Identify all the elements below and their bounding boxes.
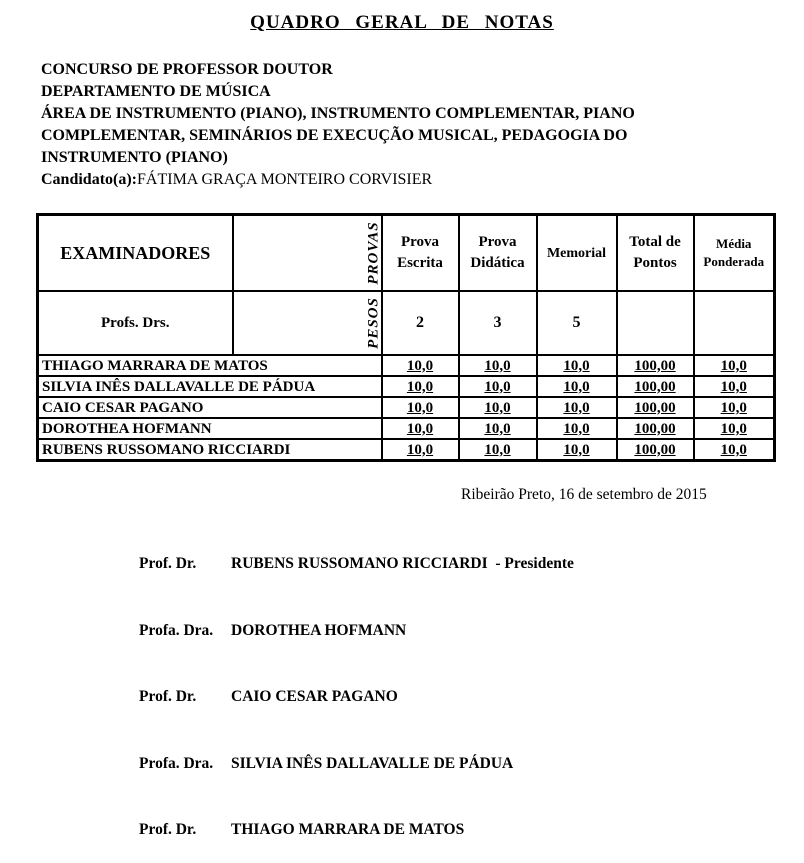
grade-didatica: 10,0: [459, 418, 537, 439]
signature-line: [139, 555, 574, 573]
grade-media: 10,0: [694, 439, 775, 461]
grade-memorial: 10,0: [537, 418, 617, 439]
header-line-contest: CONCURSO DE PROFESSOR DOUTOR: [41, 61, 333, 78]
grade-memorial: 10,0: [537, 397, 617, 418]
grade-memorial: 10,0: [537, 439, 617, 461]
grade-escrita: 10,0: [382, 376, 459, 397]
table-row: [38, 355, 775, 376]
examiner-name: CAIO CESAR PAGANO: [38, 397, 382, 418]
header-line-area-3: INSTRUMENTO (PIANO): [41, 149, 228, 166]
grade-media: 10,0: [694, 376, 775, 397]
signature-name: THIAGO MARRARA DE MATOS: [231, 821, 465, 838]
signature-line: [139, 622, 406, 640]
grade-total: 100,00: [617, 418, 694, 439]
provas-label: PROVAS: [365, 221, 381, 285]
pesos-label: PESOS: [365, 297, 381, 349]
table-row: [38, 376, 775, 397]
grade-media: 10,0: [694, 355, 775, 376]
table-row: [38, 439, 775, 461]
pesos-cell: [233, 291, 382, 355]
grade-media: 10,0: [694, 418, 775, 439]
grade-media: 10,0: [694, 397, 775, 418]
grade-didatica: 10,0: [459, 397, 537, 418]
grade-total: 100,00: [617, 376, 694, 397]
header-block: [41, 59, 761, 169]
col-header-total: [617, 215, 694, 292]
signature-title: Prof. Dr.: [139, 688, 197, 705]
signature-name: RUBENS RUSSOMANO RICCIARDI - Presidente: [231, 555, 574, 572]
grade-escrita: 10,0: [382, 397, 459, 418]
col-memorial-line1: Memorial: [546, 245, 607, 261]
place-date: Ribeirão Preto, 16 de setembro de 2015: [461, 486, 707, 503]
col-header-escrita: [382, 215, 459, 292]
examiners-header: EXAMINADORES: [38, 215, 233, 292]
col-header-memorial: [537, 215, 617, 292]
signature-title: Prof. Dr.: [139, 555, 197, 572]
grade-escrita: 10,0: [382, 418, 459, 439]
signature-line: [139, 688, 398, 706]
col-media-line2: Ponderada: [703, 254, 765, 269]
document-title: QUADRO GERAL DE NOTAS: [250, 12, 554, 33]
candidate-line: [41, 171, 432, 189]
provas-cell: [233, 215, 382, 292]
grade-memorial: 10,0: [537, 376, 617, 397]
col-media-line1: Média: [716, 236, 752, 251]
col-escrita-line2: Escrita: [397, 255, 443, 271]
signature-name: CAIO CESAR PAGANO: [231, 688, 398, 705]
weight-total: [617, 291, 694, 355]
grade-didatica: 10,0: [459, 439, 537, 461]
grade-total: 100,00: [617, 439, 694, 461]
signature-title: Profa. Dra.: [139, 622, 214, 639]
header-line-area-1: ÁREA DE INSTRUMENTO (PIANO), INSTRUMENTO COMPLEMENTAR, PIANO: [41, 105, 635, 122]
grade-didatica: 10,0: [459, 376, 537, 397]
weight-escrita: 2: [382, 291, 459, 355]
table-header-row: [38, 215, 775, 292]
grade-memorial: 10,0: [537, 355, 617, 376]
signature-title: Prof. Dr.: [139, 821, 197, 838]
examiner-name: SILVIA INÊS DALLAVALLE DE PÁDUA: [38, 376, 382, 397]
grade-escrita: 10,0: [382, 355, 459, 376]
table-weights-row: [38, 291, 775, 355]
col-total-line2: Pontos: [633, 255, 677, 271]
signature-name: DOROTHEA HOFMANN: [231, 622, 407, 639]
examiner-name: DOROTHEA HOFMANN: [38, 418, 382, 439]
col-didatica-line1: Prova: [478, 234, 517, 250]
col-escrita-line1: Prova: [400, 234, 440, 250]
examiner-name: THIAGO MARRARA DE MATOS: [38, 355, 382, 376]
grades-table: [36, 213, 776, 462]
grade-escrita: 10,0: [382, 439, 459, 461]
col-header-didatica: [459, 215, 537, 292]
grade-total: 100,00: [617, 397, 694, 418]
weight-memorial: 5: [537, 291, 617, 355]
candidate-name: FÁTIMA GRAÇA MONTEIRO CORVISIER: [137, 171, 433, 188]
signature-title: Profa. Dra.: [139, 755, 214, 772]
header-line-department: DEPARTAMENTO DE MÚSICA: [41, 83, 271, 100]
col-didatica-line2: Didática: [470, 255, 525, 271]
signature-name: SILVIA INÊS DALLAVALLE DE PÁDUA: [231, 755, 514, 772]
signature-line: [139, 821, 464, 839]
weight-media: [694, 291, 775, 355]
col-header-media: [694, 215, 775, 292]
examiner-name: RUBENS RUSSOMANO RICCIARDI: [38, 439, 382, 461]
grade-didatica: 10,0: [459, 355, 537, 376]
grade-total: 100,00: [617, 355, 694, 376]
profs-header: Profs. Drs.: [38, 291, 233, 355]
col-total-line1: Total de: [629, 234, 681, 250]
candidate-label: Candidato(a):: [41, 171, 138, 188]
signature-line: [139, 755, 513, 773]
header-line-area-2: COMPLEMENTAR, SEMINÁRIOS DE EXECUÇÃO MUSICAL, PEDAGOGIA DO: [41, 127, 628, 144]
table-row: [38, 418, 775, 439]
table-row: [38, 397, 775, 418]
weight-didatica: 3: [459, 291, 537, 355]
